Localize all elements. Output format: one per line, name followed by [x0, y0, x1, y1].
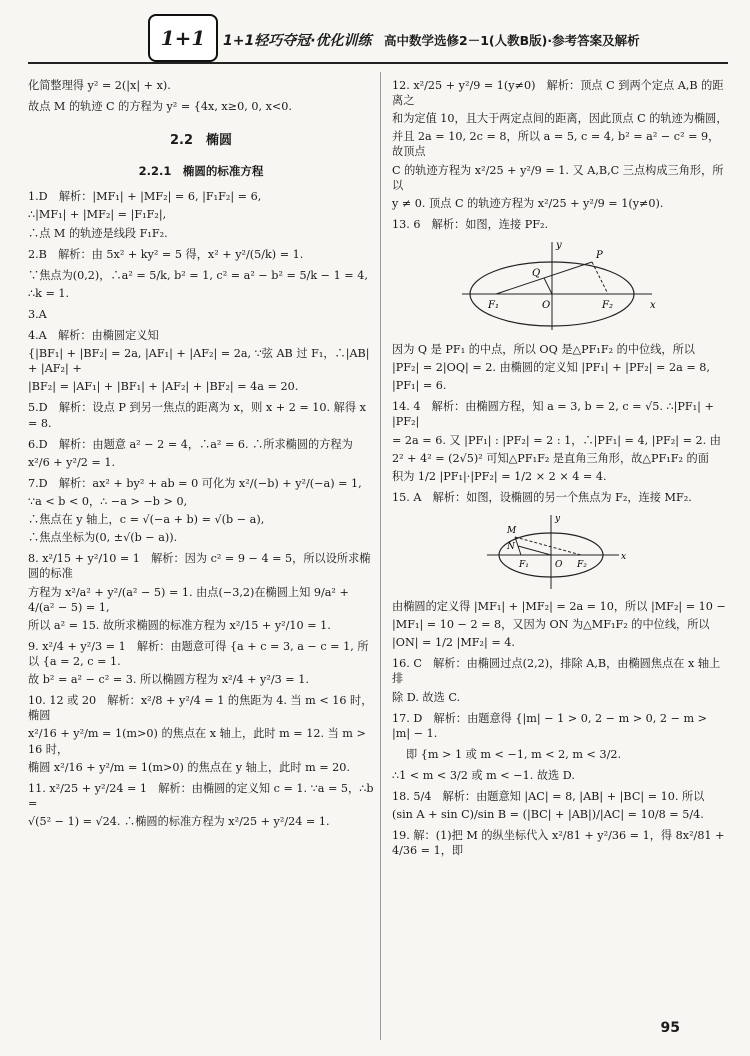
- text-line: |MF₁| = 10 − 2 = 8，又因为 ON 为△MF₁F₂ 的中位线，所以: [392, 618, 710, 632]
- text-line: 和为定值 10，且大于两定点间的距离，因此顶点 C 的轨迹为椭圆，: [392, 112, 728, 126]
- text-line: 方程为 x²/a² + y²/(a² − 5) = 1. 由点(−3,2)在椭圆上知 9/a² + 4/(a² − 5) = 1,: [28, 585, 349, 614]
- text-line: 并且 2a = 10, 2c = 8，所以 a = 5, c = 4, b² = a² − c² = 9，故顶点: [392, 130, 720, 159]
- answer-14: 14. 4 解析：由椭圆方程，知 a = 3, b = 2, c = √5. ∴|PF₁| + |PF₂|: [392, 400, 714, 429]
- label-O: O: [542, 299, 551, 311]
- answer-11: 11. x²/25 + y²/24 = 1 解析：由椭圆的定义知 c = 1. ∵a = 5，∴b =: [28, 781, 374, 810]
- text-line: ∴焦点坐标为(0, ±√(b − a)).: [28, 531, 178, 545]
- answer-18: 18. 5/4 解析：由题意知 |AC| = 8, |AB| + |BC| = 10. 所以: [392, 790, 705, 804]
- label-F1: F₁: [488, 299, 499, 311]
- book-subtitle: 高中数学选修2－1(人教B版)·参考答案及解析: [384, 33, 640, 48]
- label-F1: F₁: [519, 559, 529, 570]
- label-x: x: [650, 299, 656, 311]
- text-line: {|BF₁| + |BF₂| = 2a, |AF₁| + |AF₂| = 2a, ∵弦 AB 过 F₁，∴|AB| + |AF₂| +: [28, 347, 370, 376]
- answer-7: 7.D 解析：ax² + by² + ab = 0 可化为 x²/(−b) + y²/(−a) = 1,: [28, 476, 362, 490]
- right-column: [392, 78, 728, 1038]
- label-x: x: [621, 551, 627, 562]
- text-line: y ≠ 0. 顶点 C 的轨迹方程为 x²/25 + y²/9 = 1(y≠0).: [392, 196, 664, 210]
- text-line: 因为 Q 是 PF₁ 的中点，所以 OQ 是△PF₁F₂ 的中位线，所以: [392, 342, 695, 356]
- text-line: |PF₂| = 2|OQ| = 2. 由椭圆的定义知 |PF₁| + |PF₂| = 2a = 8,: [392, 361, 710, 375]
- text-line: ∵a < b < 0，∴ −a > −b > 0,: [28, 495, 188, 509]
- answer-5: 5.D 解析：设点 P 到另一焦点的距离为 x，则 x + 2 = 10. 解得 x = 8.: [28, 401, 366, 430]
- text-line: ∴|MF₁| + |MF₂| = |F₁F₂|,: [28, 208, 167, 222]
- label-y: y: [555, 513, 561, 524]
- page-number: 95: [660, 1020, 680, 1037]
- answer-16: 16. C 解析：由椭圆过点(2,2)，排除 A,B，由椭圆焦点在 x 轴上排: [392, 657, 721, 686]
- brand-title: 1+1轻巧夺冠·优化训练: [223, 33, 372, 49]
- label-M: M: [507, 525, 517, 536]
- answer-19: 19. 解：(1)把 M 的纵坐标代入 x²/81 + y²/36 = 1，得 8x²/81 + 4/36 = 1，即: [392, 829, 725, 858]
- text-line: 椭圆 x²/16 + y²/m = 1(m>0) 的焦点在 y 轴上，此时 m = 20.: [28, 760, 350, 774]
- answer-2: 2.B 解析：由 5x² + ky² = 5 得，x² + y²/(5/k) = 1.: [28, 247, 304, 261]
- segment-ON: [518, 546, 551, 555]
- text-line: 即 {m > 1 或 m < −1, m < 2, m < 3/2.: [406, 747, 622, 761]
- column-divider: [380, 72, 381, 1040]
- label-F2: F₂: [602, 299, 613, 311]
- answer-8: 8. x²/15 + y²/10 = 1 解析：因为 c² = 9 − 4 = 5，所以设所求椭圆的标准: [28, 552, 371, 581]
- answer-3: 3.A: [28, 307, 47, 321]
- page-header: [28, 6, 728, 64]
- segment-MF2: [515, 537, 581, 555]
- label-y: y: [556, 239, 562, 251]
- answer-4: 4.A 解析：由椭圆定义知: [28, 329, 159, 343]
- text-line: 2² + 4² = (2√5)² 可知△PF₁F₂ 是直角三角形，故△PF₁F₂ 的面: [392, 451, 709, 465]
- logo: 1+1: [148, 14, 218, 62]
- text-line: |BF₂| = |AF₁| + |BF₁| + |AF₂| + |BF₂| = 4a = 20.: [28, 380, 299, 394]
- subsection-title: 2.2.1 椭圆的标准方程: [138, 163, 264, 178]
- label-P: P: [596, 249, 603, 261]
- text-line: 化简整理得 y² = 2(|x| + x).: [28, 79, 171, 92]
- text-line: √(5² − 1) = √24. ∴椭圆的标准方程为 x²/25 + y²/24 = 1.: [28, 815, 330, 828]
- label-F2: F₂: [577, 559, 587, 570]
- text-line: ∵焦点为(0,2)，∴a² = 5/k, b² = 1, c² = a² − b² = 5/k − 1 = 4,: [28, 268, 368, 282]
- text-line: C 的轨迹方程为 x²/25 + y²/9 = 1. 又 A,B,C 三点构成三角形，所以: [392, 163, 724, 192]
- label-N: N: [507, 541, 515, 552]
- text-line: 故点 M 的轨迹 C 的方程为 y² = {4x, x≥0, 0, x<0.: [28, 100, 292, 114]
- answer-13: 13. 6 解析：如图，连接 PF₂.: [392, 217, 549, 231]
- answer-1: 1.D 解析：|MF₁| + |MF₂| = 6, |F₁F₂| = 6,: [28, 190, 262, 204]
- segment-OQ: [544, 278, 552, 294]
- segment-PF2: [592, 262, 608, 294]
- text-line: 由椭圆的定义得 |MF₁| + |MF₂| = 2a = 10，所以 |MF₂| = 10 −: [392, 599, 726, 613]
- text-line: x²/6 + y²/2 = 1.: [28, 455, 116, 469]
- text-line: x²/16 + y²/m = 1(m>0) 的焦点在 x 轴上，此时 m = 12. 当 m > 16 时，: [28, 727, 366, 756]
- answer-17: 17. D 解析：由题意得 {|m| − 1 > 0, 2 − m > 0, 2 − m > |m| − 1.: [392, 711, 708, 740]
- answer-12: 12. x²/25 + y²/9 = 1(y≠0) 解析：顶点 C 到两个定点 A,B 的距离之: [392, 79, 724, 108]
- answer-9: 9. x²/4 + y²/3 = 1 解析：由题意可得 {a + c = 3, a − c = 1, 所以 {a = 2, c = 1.: [28, 639, 369, 669]
- answer-6: 6.D 解析：由题意 a² − 2 = 4，∴a² = 6. ∴所求椭圆的方程为: [28, 437, 353, 451]
- section-title: 2.2 椭圆: [169, 133, 233, 149]
- left-column: [28, 78, 374, 1038]
- text-line: 除 D. 故选 C.: [392, 690, 461, 704]
- ellipse-figure-13: [460, 238, 660, 334]
- ellipse-figure-15: [485, 511, 635, 591]
- text-line: |PF₁| = 6.: [392, 379, 447, 393]
- text-line: = 2a = 6. 又 |PF₁| : |PF₂| = 2 : 1，∴|PF₁| = 4, |PF₂| = 2. 由: [392, 433, 721, 447]
- text-line: 所以 a² = 15. 故所求椭圆的标准方程为 x²/15 + y²/10 = 1.: [28, 618, 331, 632]
- text-line: |ON| = 1/2 |MF₂| = 4.: [392, 636, 515, 650]
- answer-10: 10. 12 或 20 解析：x²/8 + y²/4 = 1 的焦距为 4. 当 m < 16 时，椭圆: [28, 694, 373, 723]
- text-line: ∴k = 1.: [28, 286, 70, 300]
- text-line: 故 b² = a² − c² = 3. 所以椭圆方程为 x²/4 + y²/3 = 1.: [28, 673, 309, 687]
- label-O: O: [555, 559, 563, 570]
- text-line: (sin A + sin C)/sin B = (|BC| + |AB|)/|AC| = 10/8 = 5/4.: [392, 808, 704, 822]
- text-line: ∴焦点在 y 轴上，c = √(−a + b) = √(b − a),: [28, 513, 265, 527]
- text-line: ∴1 < m < 3/2 或 m < −1. 故选 D.: [392, 768, 575, 782]
- answer-15: 15. A 解析：如图，设椭圆的另一个焦点为 F₂，连接 MF₂.: [392, 490, 692, 504]
- text-line: 积为 1/2 |PF₁|·|PF₂| = 1/2 × 2 × 4 = 4.: [392, 469, 607, 483]
- label-Q: Q: [532, 267, 541, 279]
- text-line: ∴点 M 的轨迹是线段 F₁F₂.: [28, 226, 168, 240]
